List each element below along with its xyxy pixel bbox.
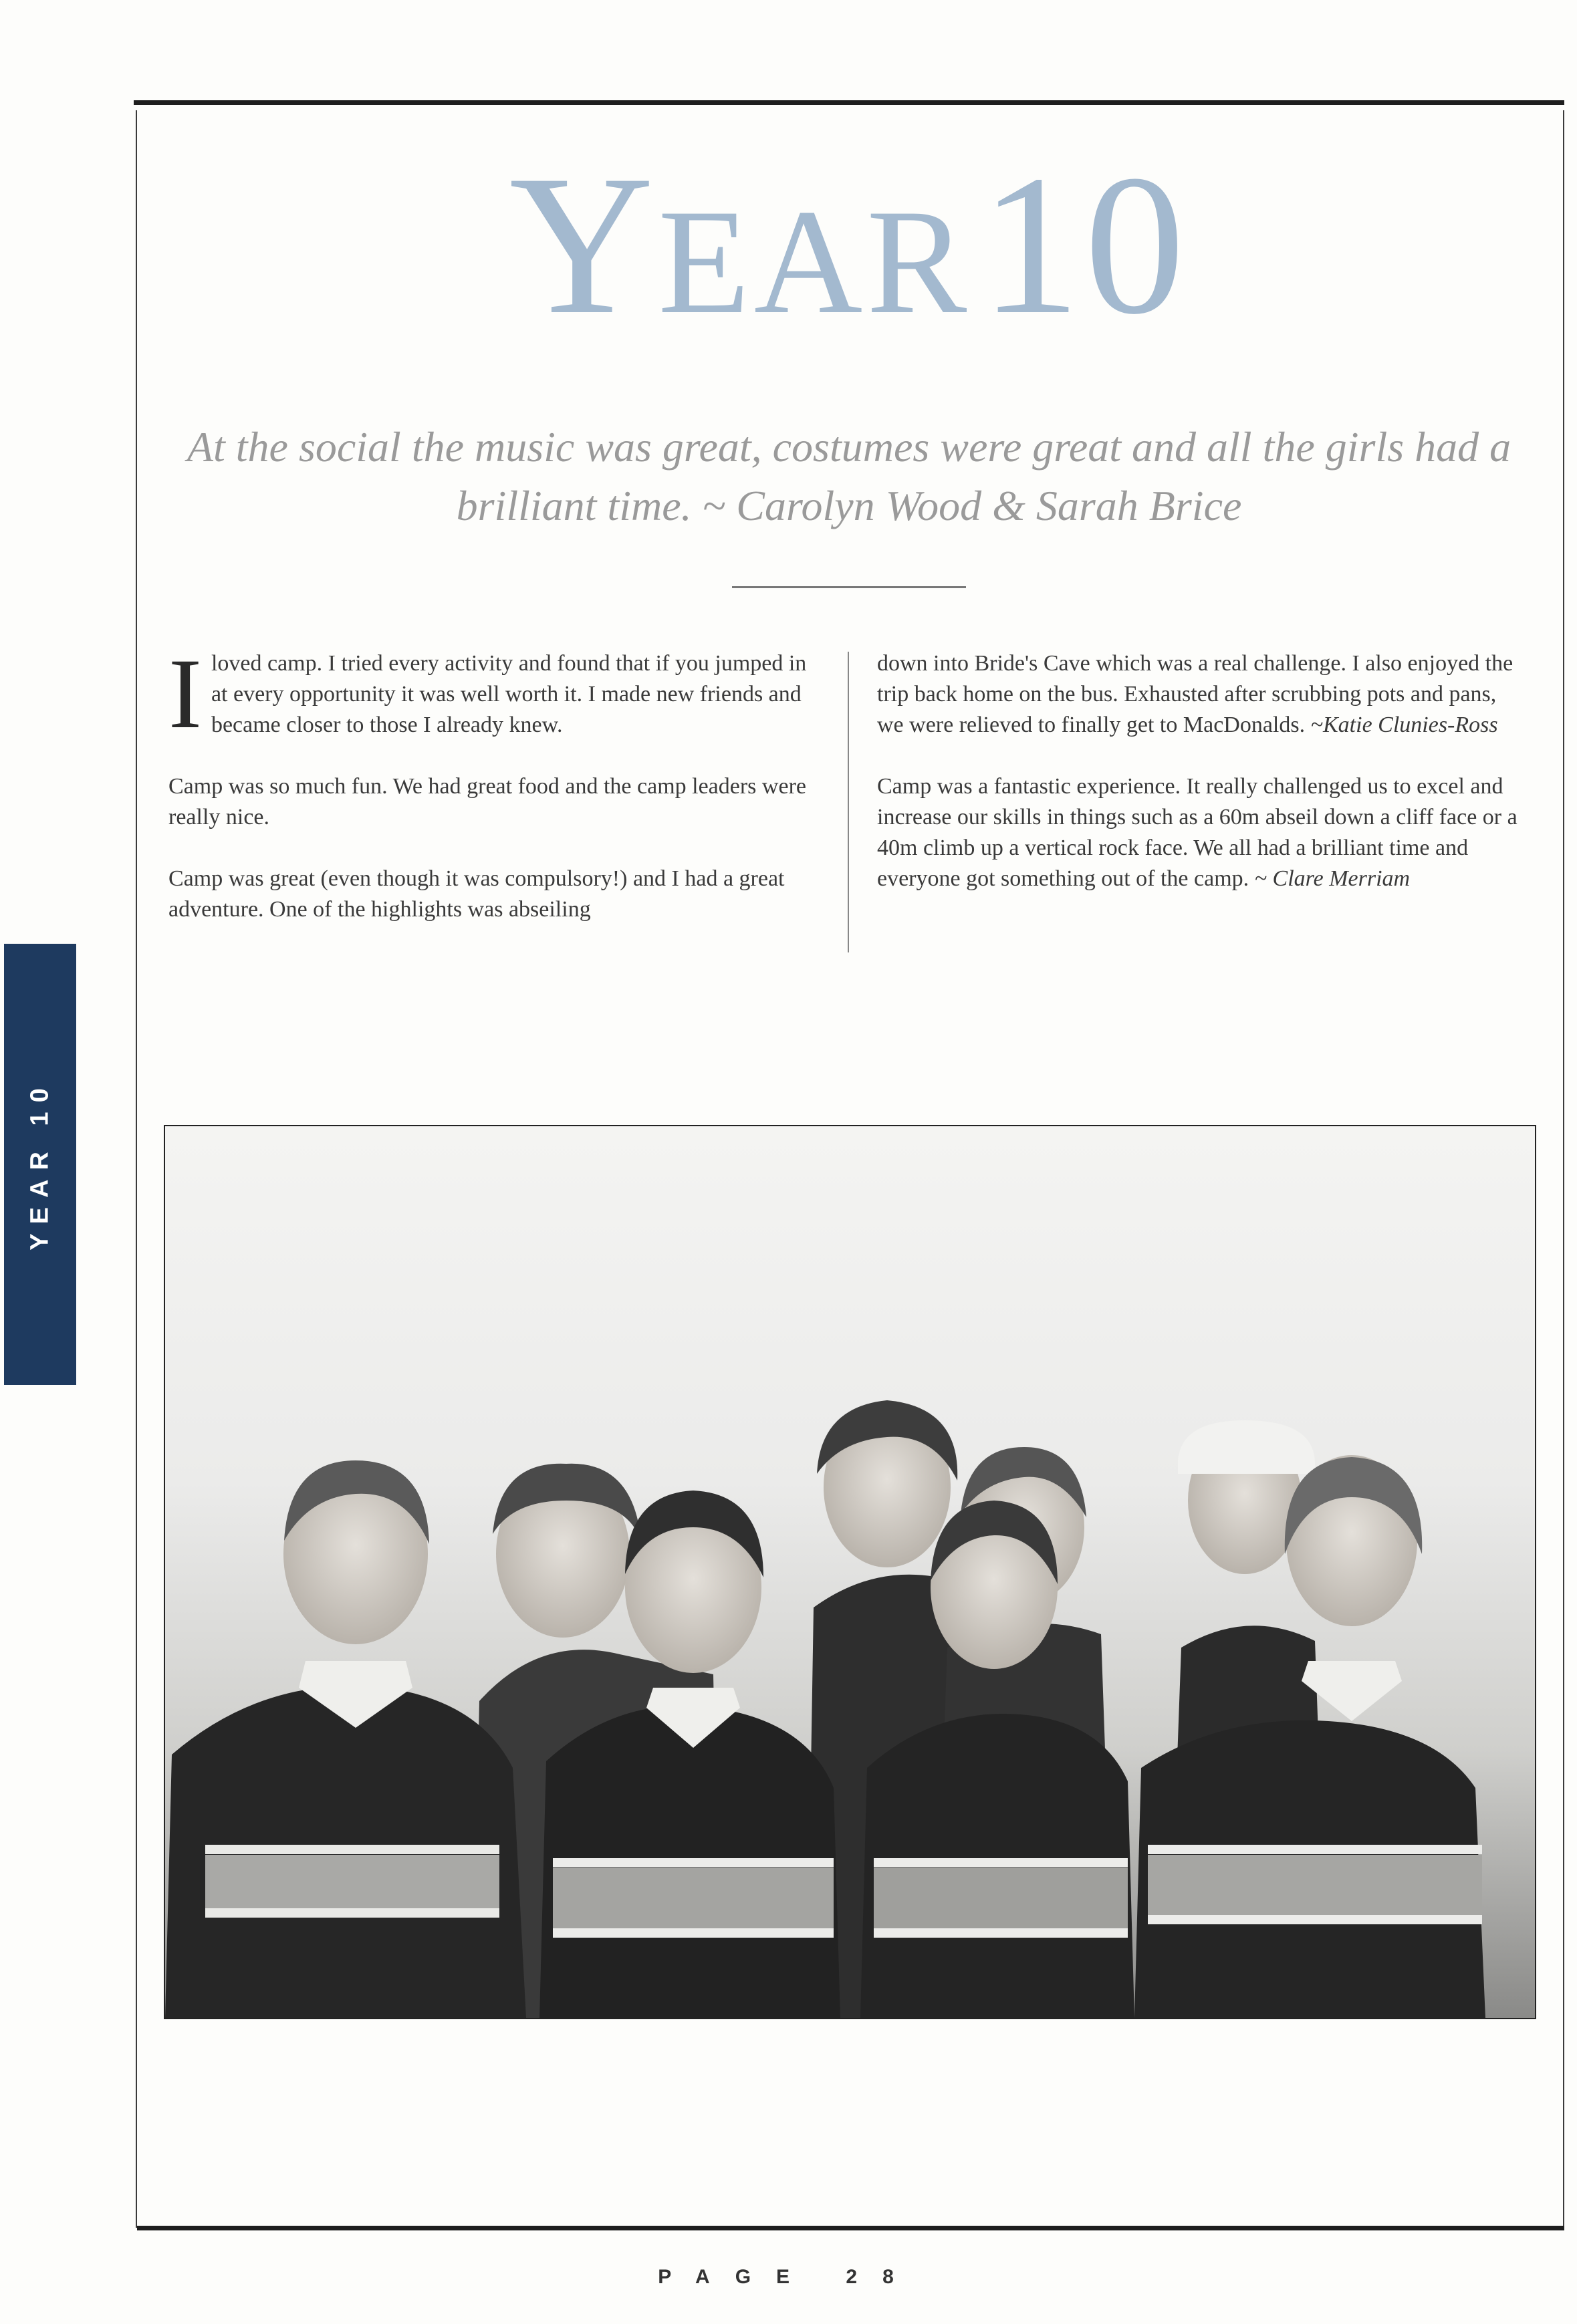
page-title xyxy=(134,134,1564,356)
article-paragraph xyxy=(877,648,1522,741)
quote-text: At the social the music was great, costumes were great and all the girls had a brilliant time. xyxy=(187,423,1511,529)
drop-cap: I xyxy=(168,638,202,749)
group-photo-illustration xyxy=(165,1126,1535,2018)
side-tab-label: YEAR 10 xyxy=(25,1078,54,1251)
bottom-rule xyxy=(137,2226,1564,2230)
article-column-left xyxy=(168,638,810,956)
article-text: loved camp. I tried every activity and found that if you jumped in at every opportunity it was well worth it. I made new friends and became closer to those I already knew. xyxy=(211,651,807,737)
article-text: Camp was a fantastic experience. It really challenged us to excel and increase our skills in things such as a 60m abseil down a cliff face or a 40m climb up a vertical rock face. We all had a brilliant time and everyone got something out of the camp. xyxy=(877,774,1518,891)
group-photo xyxy=(164,1125,1536,2019)
article-paragraph: Camp was so much fun. We had great food and the camp leaders were really nice. xyxy=(168,774,806,829)
author-credit: ~Katie Clunies-Ross xyxy=(1310,713,1498,737)
column-rule xyxy=(848,652,849,952)
section-divider xyxy=(732,586,966,588)
quote-attribution: Carolyn Wood & Sarah Brice xyxy=(736,482,1242,529)
article-column-right xyxy=(877,648,1522,925)
article-text: down into Bride's Cave which was a real challenge. I also enjoyed the trip back home on the bus. Exhausted after scrubbing pots and pans, we were relieved to finally get to MacDonalds. xyxy=(877,651,1513,737)
quote-separator: ~ xyxy=(702,482,726,529)
title-rest-word: EAR xyxy=(658,178,971,346)
article-paragraph xyxy=(168,638,810,749)
title-first-letter: Y xyxy=(509,134,658,356)
pull-quote xyxy=(154,418,1544,535)
page-number: PAGE 28 xyxy=(658,2266,919,2288)
section-side-tab xyxy=(4,944,76,1385)
article-paragraph: Camp was great (even though it was compulsory!) and I had a great adventure. One of the highlights was abseiling xyxy=(168,866,785,922)
top-rule xyxy=(134,100,1564,105)
title-number: 10 xyxy=(980,134,1189,356)
author-credit: ~ Clare Merriam xyxy=(1254,866,1411,891)
article-paragraph xyxy=(877,771,1522,894)
